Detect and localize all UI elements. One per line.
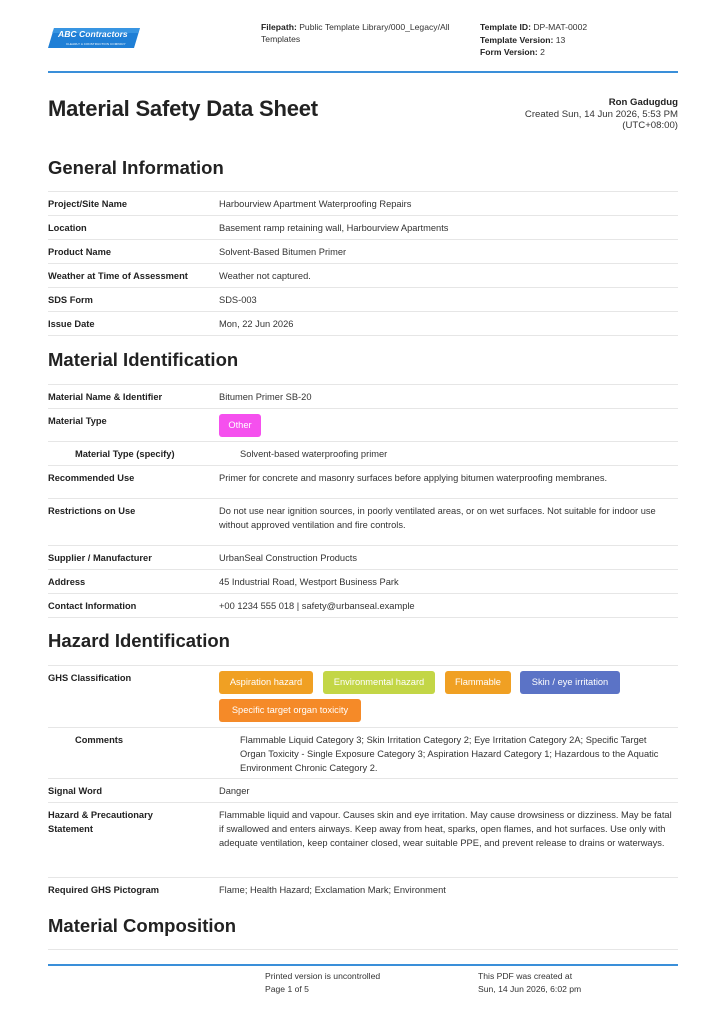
row-value: UrbanSeal Construction Products <box>219 553 357 563</box>
row-label: Material Name & Identifier <box>48 392 163 402</box>
template-info <box>480 21 680 59</box>
row-label: Hazard & Precautionary Statement <box>48 810 153 834</box>
row-value: Mon, 22 Jun 2026 <box>219 319 294 329</box>
row-ghs-classification <box>48 665 678 728</box>
row-restrictions <box>48 498 678 546</box>
logo-tagline: CLEARLY A CONSTRUCTION COMPANY <box>66 41 126 46</box>
row-label: Signal Word <box>48 786 103 796</box>
row-value: +00 1234 555 018 | safety@urbanseal.example <box>219 601 415 611</box>
section-title-general: General Information <box>48 157 224 178</box>
created-timezone: (UTC+08:00) <box>622 120 678 131</box>
row-product-name <box>48 239 678 264</box>
page-title: Material Safety Data Sheet <box>48 96 318 121</box>
template-version-value: 13 <box>555 34 566 45</box>
row-value: Weather not captured. <box>219 271 311 281</box>
row-value: Do not use near ignition sources, in poorly ventilated areas, or on wet surfaces. Not suitable for indoor use without approved ventilation and fire controls. <box>219 506 656 530</box>
row-value: Bitumen Primer SB-20 <box>219 392 312 402</box>
row-label: Product Name <box>48 247 112 257</box>
row-value: Danger <box>219 786 250 796</box>
row-label: Supplier / Manufacturer <box>48 553 152 563</box>
header-divider <box>48 71 678 73</box>
table-end-line <box>48 617 678 618</box>
row-label: Contact Information <box>48 601 137 611</box>
row-signal-word <box>48 778 678 803</box>
logo-name: ABC Contractors <box>58 29 128 39</box>
row-label: Issue Date <box>48 319 95 329</box>
pdf-created-label: This PDF was created at <box>478 971 573 981</box>
row-weather <box>48 263 678 288</box>
row-value: Solvent-based waterproofing primer <box>240 449 388 459</box>
hazard-chip: Environmental hazard <box>323 671 435 694</box>
row-sds-form <box>48 287 678 312</box>
row-value: Solvent-Based Bitumen Primer <box>219 247 347 257</box>
row-label: GHS Classification <box>48 673 132 683</box>
template-id-value: DP-MAT-0002 <box>533 22 588 32</box>
row-address <box>48 569 678 594</box>
filepath-value: Public Template Library/000_Legacy/All Templates <box>261 22 450 44</box>
footer-print-info <box>265 970 380 996</box>
row-project-site <box>48 191 678 216</box>
filepath-label: Filepath: <box>261 22 297 32</box>
row-label: Location <box>48 223 87 233</box>
footer-divider <box>48 964 678 966</box>
material-type-chip: Other <box>219 414 261 437</box>
hazard-chip: Flammable <box>445 671 511 694</box>
row-material-type-specify <box>48 441 678 466</box>
row-value: Flame; Health Hazard; Exclamation Mark; Environment <box>219 885 446 895</box>
template-version-label: Template Version: <box>480 34 554 45</box>
form-version-value: 2 <box>540 47 545 57</box>
filepath-block <box>261 21 461 45</box>
row-label: Project/Site Name <box>48 199 128 209</box>
uncontrolled-notice: Printed version is uncontrolled <box>265 971 381 981</box>
row-value: Flammable Liquid Category 3; Skin Irritation Category 2; Eye Irritation Category 2A; Specific Target Organ Toxicity - Single Exposure Category 3; Aspiration Hazard Category 1; Hazardous to the Aquatic Environment Chronic Category 2. <box>240 735 659 773</box>
row-label: Comments <box>75 735 124 745</box>
section-title-identification: Material Identification <box>48 349 239 370</box>
footer-created-info <box>478 970 581 996</box>
row-value: Basement ramp retaining wall, Harbourview Apartments <box>219 223 449 233</box>
row-label: Material Type (specify) <box>75 449 175 459</box>
row-value: SDS-003 <box>219 295 257 305</box>
row-precautionary-statement <box>48 802 678 878</box>
page-header <box>48 18 678 70</box>
row-value: Harbourview Apartment Waterproofing Repairs <box>219 199 412 209</box>
row-contact <box>48 593 678 618</box>
row-label: Restrictions on Use <box>48 506 136 516</box>
hazard-chip: Aspiration hazard <box>219 671 313 694</box>
row-value: 45 Industrial Road, Westport Business Park <box>219 577 399 587</box>
row-label: Address <box>48 577 86 587</box>
row-label: Material Type <box>48 416 107 426</box>
form-version-label: Form Version: <box>480 47 538 57</box>
row-required-pictogram <box>48 877 678 902</box>
row-label: SDS Form <box>48 295 93 305</box>
author-block <box>525 97 678 132</box>
row-location <box>48 215 678 240</box>
row-recommended-use <box>48 465 678 499</box>
pdf-created-date: Sun, 14 Jun 2026, 6:02 pm <box>478 984 582 994</box>
company-logo <box>48 26 140 50</box>
section-title-hazard: Hazard Identification <box>48 630 230 651</box>
row-label: Required GHS Pictogram <box>48 885 160 895</box>
created-date: Created Sun, 14 Jun 2026, 5:53 PM <box>524 108 678 120</box>
row-label: Weather at Time of Assessment <box>48 271 188 281</box>
page-number: Page 1 of 5 <box>265 984 309 994</box>
hazard-chip: Skin / eye irritation <box>520 671 620 694</box>
row-supplier <box>48 545 678 570</box>
row-value: Flammable liquid and vapour. Causes skin and eye irritation. May cause drowsiness or dizziness. May be fatal if swallowed and enters airways. Keep away from heat, sparks, open flames, and hot surfaces. Use only with adequate ventilation, keep container closed, wear suitable PPE, and prevent release to drains or waterways. <box>219 810 672 848</box>
table-end-line <box>48 335 678 336</box>
author-name: Ron Gadugdug <box>608 97 678 108</box>
row-issue-date <box>48 311 678 336</box>
hazard-chip: Specific target organ toxicity <box>219 699 361 722</box>
table-start-line <box>48 949 678 950</box>
section-title-composition: Material Composition <box>48 915 237 936</box>
row-material-name <box>48 384 678 409</box>
row-comments <box>48 727 678 779</box>
row-value: Primer for concrete and masonry surfaces before applying bitumen waterproofing membranes. <box>219 473 608 483</box>
template-id-label: Template ID: <box>480 22 531 32</box>
row-label: Recommended Use <box>48 473 135 483</box>
row-material-type <box>48 408 678 442</box>
